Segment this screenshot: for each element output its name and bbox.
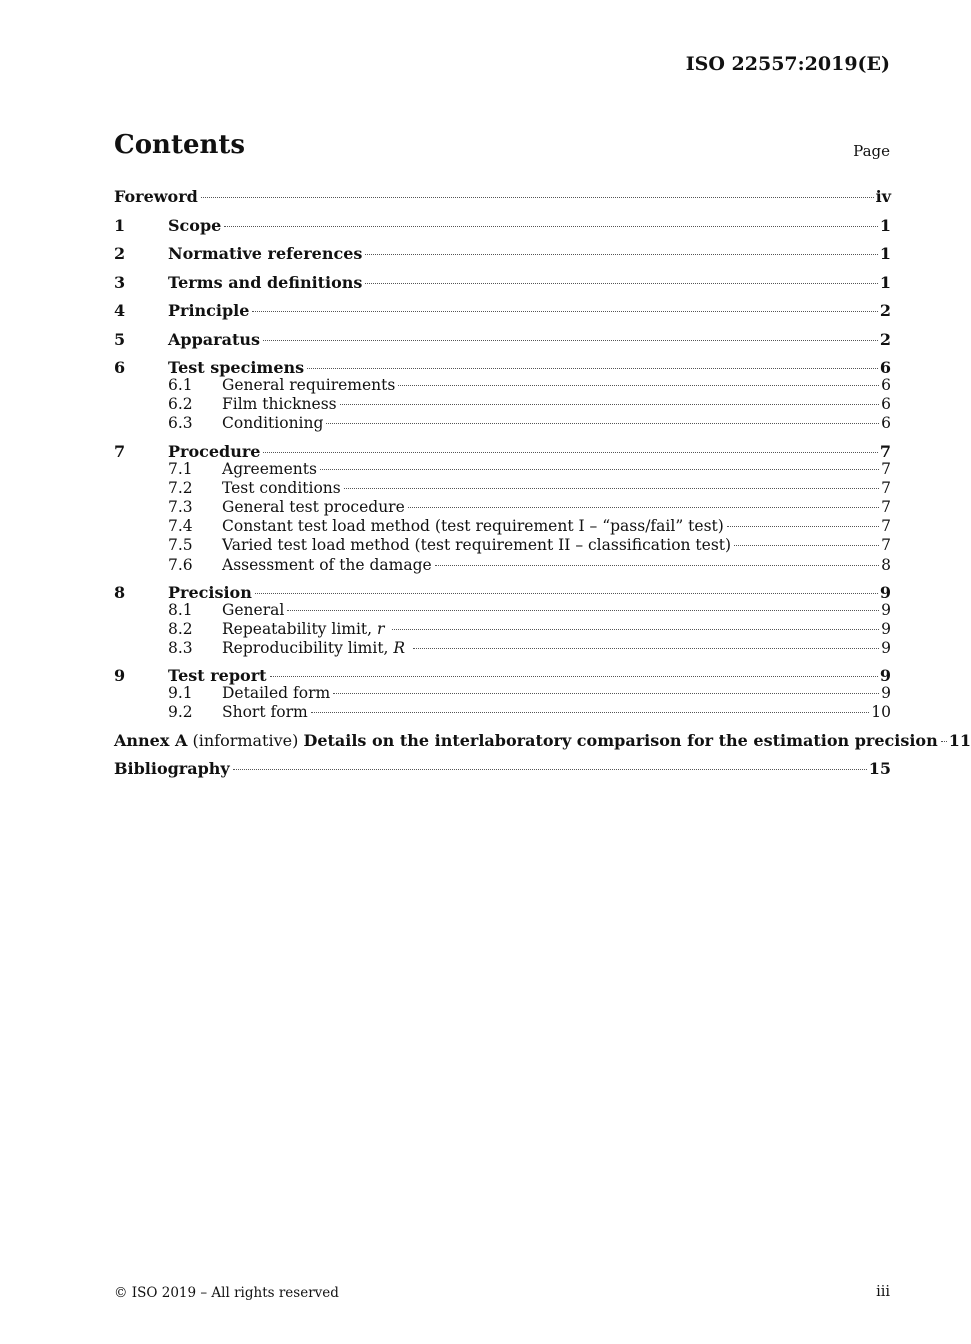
toc-page-number: 6: [881, 414, 891, 433]
toc-page-number: 11: [948, 730, 971, 750]
toc-page-number: 9: [881, 639, 891, 658]
toc-page-number: 9: [881, 619, 891, 638]
dot-leader: [311, 712, 870, 713]
toc-subentry-9-1[interactable]: [114, 684, 891, 703]
toc-subsection-number: 9.2: [168, 703, 193, 722]
toc-subsection-number: 7.4: [168, 517, 193, 536]
toc-subentry-7-5[interactable]: [114, 536, 891, 555]
toc-entry-precision[interactable]: [114, 581, 891, 601]
toc-entry-title: Agreements: [222, 459, 317, 478]
toc-section-number: 9: [114, 666, 126, 686]
toc-page-number: 2: [879, 301, 891, 320]
dot-leader: [270, 676, 878, 677]
toc-entry-principle[interactable]: [114, 299, 891, 328]
toc-section-number: 8: [114, 582, 126, 602]
toc-subentry-6-2[interactable]: [114, 395, 891, 414]
toc-page-number: 6: [881, 376, 891, 394]
toc-entry-title: Bibliography: [114, 759, 230, 779]
toc-section-number: 6: [114, 358, 126, 377]
toc-entry-title: Detailed form: [222, 684, 331, 703]
toc-subentry-7-6[interactable]: [114, 556, 891, 575]
annex-title: Details on the interlaboratory comparison for the estimation precision: [303, 730, 938, 750]
toc-subsection-number: 8.1: [168, 600, 193, 619]
dot-leader: [941, 741, 947, 742]
toc-page-number: 9: [879, 666, 891, 686]
toc-page-number: 10: [871, 703, 891, 722]
dot-leader: [287, 610, 879, 611]
toc-page-number: iv: [875, 187, 891, 206]
toc-entry-title: Film thickness: [222, 395, 337, 414]
toc-entry-scope[interactable]: [114, 214, 891, 243]
annex-label: Annex A: [114, 730, 188, 750]
toc-subentry-7-3[interactable]: [114, 498, 891, 517]
toc-section-number: 4: [114, 301, 126, 320]
toc-entry-foreword[interactable]: [114, 185, 891, 214]
toc-subentry-7-2[interactable]: [114, 479, 891, 498]
toc-subsection-number: 7.6: [168, 555, 193, 574]
toc-entry-procedure[interactable]: [114, 440, 891, 460]
toc-entry-title: Constant test load method (test requirement I – “pass/fail” test): [222, 517, 724, 536]
dot-leader: [344, 488, 879, 489]
toc-entry-title: Assessment of the damage: [222, 555, 432, 574]
dot-leader: [333, 693, 879, 694]
copyright-notice: © ISO 2019 – All rights reserved: [114, 1285, 339, 1301]
toc-section-number: 2: [114, 244, 126, 263]
toc-section-number: 1: [114, 215, 126, 235]
toc-subsection-number: 6.3: [168, 414, 193, 433]
toc-page-number: 8: [881, 555, 891, 574]
toc-subentry-8-2[interactable]: [114, 620, 891, 639]
dot-leader: [201, 197, 874, 198]
toc-entry-test-report[interactable]: [114, 664, 891, 684]
toc-page-number: 7: [881, 536, 891, 555]
toc-subentry-8-1[interactable]: [114, 601, 891, 620]
toc-entry-title: Principle: [168, 301, 250, 320]
toc-entry-title: General: [222, 600, 285, 619]
dot-leader: [252, 311, 877, 312]
dot-leader: [233, 769, 867, 770]
toc-entry-text: Reproducibility limit,: [222, 639, 394, 658]
toc-subsection-number: 7.3: [168, 497, 193, 516]
dot-leader: [413, 648, 879, 649]
toc-entry-title: Procedure: [168, 441, 261, 461]
dot-leader: [320, 469, 879, 470]
math-variable: R: [393, 639, 406, 658]
math-variable: r: [377, 619, 385, 638]
dot-leader: [365, 254, 877, 255]
toc-entry-test-specimens[interactable]: [114, 356, 891, 376]
toc-section-number: 7: [114, 441, 126, 461]
toc-entry-title: [114, 729, 938, 753]
dot-leader: [408, 507, 879, 508]
toc-entry-title: Test specimens: [168, 358, 305, 377]
toc-entry-annex-a[interactable]: [114, 729, 971, 758]
toc-entry-title: Conditioning: [222, 414, 324, 433]
toc-page-number: 9: [879, 582, 891, 602]
dot-leader: [398, 385, 879, 386]
toc-subentry-6-1[interactable]: [114, 376, 891, 395]
contents-heading: Contents: [114, 130, 246, 160]
toc-page-number: 9: [881, 600, 891, 619]
toc-entry-title: Terms and definitions: [168, 272, 363, 292]
toc-section-number: 3: [114, 272, 126, 292]
dot-leader: [326, 423, 879, 424]
toc-subsection-number: 7.2: [168, 478, 193, 497]
toc-entry-bibliography[interactable]: [114, 757, 891, 786]
toc-subsection-number: 6.2: [168, 395, 193, 414]
dot-leader: [340, 404, 880, 405]
toc-subsection-number: 6.1: [168, 376, 193, 394]
dot-leader: [392, 629, 879, 630]
dot-leader: [263, 340, 878, 341]
toc-subsection-number: 7.5: [168, 536, 193, 555]
page-number: iii: [876, 1284, 890, 1300]
toc-page-number: 1: [879, 244, 891, 263]
toc-subsection-number: 7.1: [168, 459, 193, 478]
dot-leader: [255, 593, 878, 594]
toc-section-number: 5: [114, 329, 126, 349]
toc-page-number: 15: [868, 759, 891, 779]
toc-entry-title: Normative references: [168, 244, 363, 263]
page-column-label: Page: [853, 142, 890, 160]
toc-entry-title: Foreword: [114, 187, 198, 206]
toc-entry-title: Varied test load method (test requirement II – classification test): [222, 536, 732, 555]
toc-entry-normative-references[interactable]: [114, 242, 891, 271]
dot-leader: [727, 526, 879, 527]
toc-entry-title: Precision: [168, 582, 252, 602]
document-id: ISO 22557:2019(E): [685, 53, 890, 75]
dot-leader: [734, 545, 879, 546]
toc-page-number: 6: [881, 395, 891, 414]
toc-page-number: 7: [881, 517, 891, 536]
table-of-contents: [114, 185, 971, 786]
toc-page-number: 1: [879, 272, 891, 292]
toc-entry-title: Apparatus: [168, 329, 260, 349]
toc-entry-title: [222, 639, 405, 658]
toc-subsection-number: 8.2: [168, 619, 193, 638]
toc-page-number: 7: [879, 441, 891, 461]
annex-qualifier: (informative): [187, 730, 304, 750]
toc-entry-apparatus[interactable]: [114, 328, 891, 357]
toc-subentry-8-3[interactable]: [114, 639, 891, 658]
toc-subsection-number: 9.1: [168, 684, 193, 703]
toc-entry-title: Test conditions: [222, 478, 341, 497]
dot-leader: [263, 452, 877, 453]
toc-page-number: 2: [879, 329, 891, 349]
toc-subentry-6-3[interactable]: [114, 414, 891, 433]
toc-entry-title: [222, 620, 384, 639]
toc-entry-title: Test report: [168, 666, 267, 686]
toc-page-number: 7: [881, 497, 891, 516]
toc-entry-title: Short form: [222, 703, 308, 722]
toc-subentry-7-4[interactable]: [114, 517, 891, 536]
toc-subentry-7-1[interactable]: [114, 460, 891, 479]
toc-subsection-number: 8.3: [168, 639, 193, 658]
toc-entry-title: General requirements: [222, 376, 396, 394]
toc-subentry-9-2[interactable]: [114, 703, 891, 722]
toc-entry-title: General test procedure: [222, 497, 405, 516]
toc-entry-title: Scope: [168, 215, 222, 235]
toc-page-number: 7: [881, 478, 891, 497]
toc-page-number: 7: [881, 459, 891, 478]
dot-leader: [365, 283, 877, 284]
toc-entry-text: Repeatability limit,: [222, 619, 378, 638]
toc-entry-terms-and-definitions[interactable]: [114, 271, 891, 300]
toc-page-number: 9: [881, 684, 891, 703]
toc-page-number: 6: [879, 358, 891, 377]
dot-leader: [307, 368, 878, 369]
dot-leader: [224, 226, 878, 227]
dot-leader: [435, 565, 879, 566]
toc-page-number: 1: [879, 215, 891, 235]
